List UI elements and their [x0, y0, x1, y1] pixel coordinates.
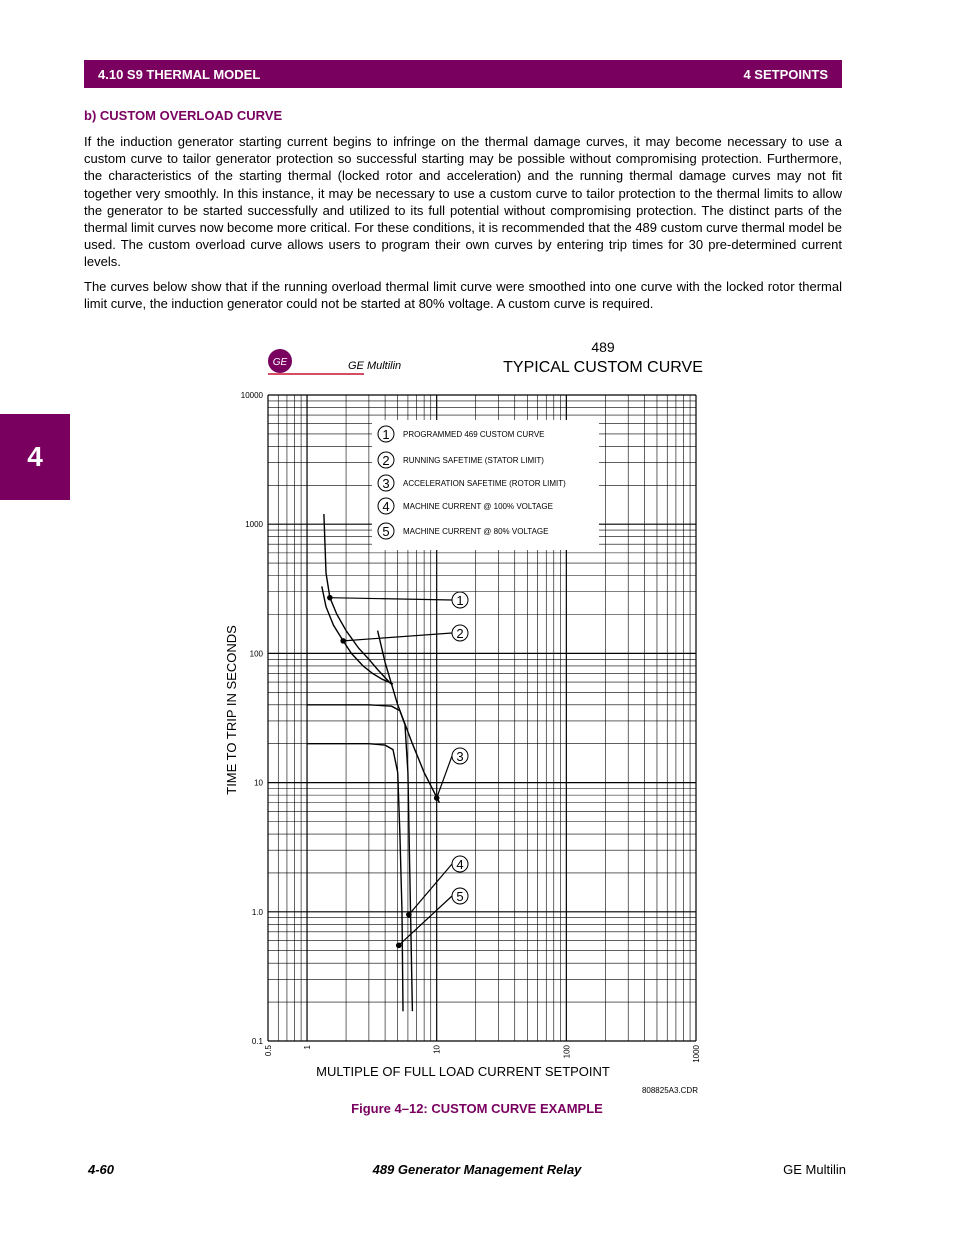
y-tick-label: 1.0 — [251, 907, 263, 917]
chapter-title: 4 SETPOINTS — [743, 66, 828, 82]
callout-number: 4 — [456, 857, 464, 872]
callout-number: 2 — [456, 626, 464, 641]
legend-label: MACHINE CURRENT @ 100% VOLTAGE — [403, 502, 553, 511]
x-axis-label: MULTIPLE OF FULL LOAD CURRENT SETPOINT — [316, 1064, 610, 1079]
paragraph-1: If the induction generator starting current begins to infringe on the thermal damage curves, it may become necessary to use a custom curve to tailor generator protection so successful starting may be possible without compromising protection. Furthermore, the characteristics of the starting thermal (locked rotor and acceleration) and the running thermal damage curves may not fit together very smoothly. In this instance, it may be necessary to use a custom curve to tailor protection to the thermal limits to allow the generator to be started successfully and utilized to its full potential without compromising protection. The distinct parts of the thermal limit curves now become more critical. For these conditions, it is recommended that the 489 custom curve thermal model be used. The custom overload curve allows users to program their own curves by entering trip times for 30 pre-determined current levels. — [84, 134, 842, 270]
figure-caption: Figure 4–12: CUSTOM CURVE EXAMPLE — [351, 1101, 603, 1116]
y-tick-label: 10000 — [240, 391, 263, 400]
y-tick-label: 1000 — [245, 520, 263, 530]
callout-number: 3 — [456, 749, 464, 764]
x-tick-label: 100 — [562, 1045, 572, 1059]
x-tick-label: 1000 — [692, 1045, 701, 1063]
callout-leader — [399, 896, 452, 945]
footer-page-number: 4-60 — [88, 1162, 115, 1177]
series-line-2 — [322, 586, 393, 684]
x-tick-label: 0.5 — [264, 1045, 273, 1057]
legend-number: 2 — [382, 453, 390, 468]
y-tick-label: 100 — [249, 649, 263, 659]
callout-leader — [409, 864, 452, 915]
ge-logo — [268, 349, 401, 374]
legend-number: 5 — [382, 524, 390, 539]
legend-number: 1 — [382, 427, 390, 442]
legend-label: PROGRAMMED 469 CUSTOM CURVE — [403, 430, 545, 439]
figure-title-line1: 489 — [591, 339, 615, 355]
x-tick-label: 10 — [432, 1045, 442, 1054]
series-line-5 — [307, 744, 403, 1012]
drawing-number: 808825A3.CDR — [641, 1086, 698, 1095]
chart-series — [307, 514, 439, 1011]
section-title: 4.10 S9 THERMAL MODEL — [98, 66, 261, 82]
y-axis-label: TIME TO TRIP IN SECONDS — [224, 625, 239, 795]
callout-point — [327, 595, 333, 601]
callout-leader — [330, 598, 452, 600]
series-line-4 — [307, 705, 412, 1011]
callout-leader — [437, 756, 452, 798]
callout-point — [406, 912, 412, 918]
figure-title-line2: TYPICAL CUSTOM CURVE — [503, 359, 703, 376]
footer-title: 489 Generator Management Relay — [372, 1162, 582, 1177]
legend-label: RUNNING SAFETIME (STATOR LIMIT) — [403, 456, 544, 465]
callout-number: 1 — [456, 593, 464, 608]
x-tick-label: 1 — [303, 1045, 313, 1050]
y-tick-label: 0.1 — [251, 1037, 263, 1046]
logo-text: GE Multilin — [348, 360, 402, 372]
legend-label: MACHINE CURRENT @ 80% VOLTAGE — [403, 527, 549, 536]
subsection-title: b) CUSTOM OVERLOAD CURVE — [84, 108, 283, 123]
legend-number: 3 — [382, 476, 390, 491]
legend-number: 4 — [382, 499, 390, 514]
svg-text:GE: GE — [272, 357, 288, 368]
callout-point — [340, 638, 346, 644]
callout-number: 5 — [456, 889, 464, 904]
footer-company: GE Multilin — [783, 1162, 846, 1177]
y-tick-label: 10 — [254, 778, 263, 788]
paragraph-2: The curves below show that if the running overload thermal limit curve were smoothed into one curve with the locked rotor thermal limit curve, the induction generator could not be started at 80% voltage. A custom curve is required. — [84, 279, 842, 312]
callout-point — [434, 795, 440, 801]
legend-label: ACCELERATION SAFETIME (ROTOR LIMIT) — [403, 479, 566, 488]
chapter-tab: 4 — [0, 414, 70, 500]
callout-point — [396, 943, 402, 949]
